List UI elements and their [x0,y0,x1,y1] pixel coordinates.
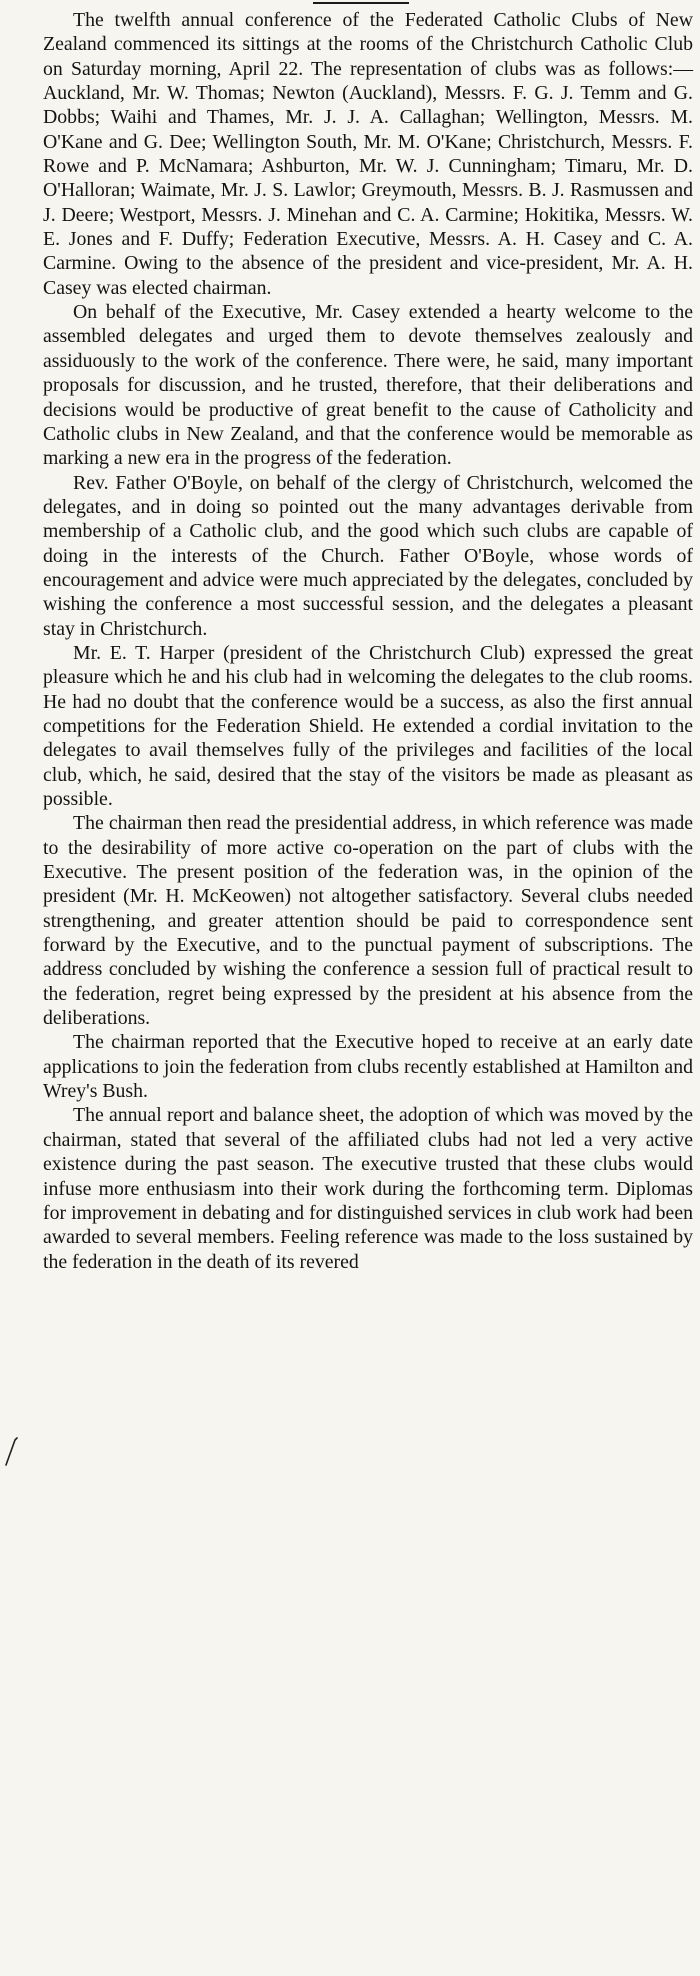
paragraph-delegates: The twelfth annual conference of the Federated Catholic Clubs of New Zealand commenced its sittings at the rooms of the Christchurch Catholic Club on Saturday morning, April 22. The representation of clubs was as follows:—Auckland, Mr. W. Thomas; Newton (Auckland), Messrs. F. G. J. Temm and G. Dobbs; Waihi and Thames, Mr. J. J. A. Callaghan; Wellington, Messrs. M. O'Kane and G. Dee; Wellington South, Mr. M. O'Kane; Christchurch, Messrs. F. Rowe and P. McNamara; Ashburton, Mr. W. J. Cunningham; Timaru, Mr. D. O'Halloran; Waimate, Mr. J. S. Lawlor; Greymouth, Messrs. B. J. Rasmussen and J. Deere; Westport, Messrs. J. Minehan and C. A. Carmine; Hokitika, Messrs. W. E. Jones and F. Duffy; Federation Executive, Messrs. A. H. Casey and C. A. Carmine. Owing to the absence of the president and vice-president, Mr. A. H. Casey was elected chairman. [43,9,693,299]
article-column [43,8,693,1274]
paragraph-presidential-address: The chairman then read the presidential address, in which reference was made to the desirability of more active co-operation on the part of clubs with the Executive. The present position of the federation was, in the opinion of the president (Mr. H. McKeowen) not altogether satisfactory. Several clubs needed strengthening, and greater attention should be paid to correspondence sent forward by the Executive, and to the punctual payment of subscriptions. The address concluded by wishing the conference a session full of practical result to the federation, regret being expressed by the president at his absence from the deliberations. [43,812,693,1030]
paragraph-annual-report: The annual report and balance sheet, the adoption of which was moved by the chairman, stated that several of the affiliated clubs had not led a very active existence during the past season. The executive trusted that these clubs would infuse more enthusiasm into their work during the forthcoming term. Diplomas for improvement in debating and for distinguished services in club work had been awarded to several members. Feeling reference was made to the loss sustained by the federation in the death of its revered [43,1104,693,1273]
paragraph-executive-welcome: On behalf of the Executive, Mr. Casey extended a hearty welcome to the assembled delegates and urged them to devote themselves zealously and assiduously to the work of the conference. There were, he said, many important proposals for discussion, and he trusted, therefore, that their deliberations and decisions would be productive of great benefit to the cause of Catholicity and Catholic clubs in New Zealand, and that the conference would be memorable as marking a new era in the progress of the federation. [43,301,693,470]
paragraph-harper: Mr. E. T. Harper (president of the Christchurch Club) expressed the great pleasure which he and his club had in welcoming the delegates to the club rooms. He had no doubt that the conference would be a success, as also the first annual competitions for the Federation Shield. He extended a cordial invitation to the delegates to avail themselves fully of the privileges and facilities of the local club, which, he said, desired that the stay of the visitors be made as pleasant as possible. [43,641,693,810]
paragraph-father-oboyle: Rev. Father O'Boyle, on behalf of the clergy of Christchurch, welcomed the delegates, and in doing so pointed out the many advantages derivable from membership of a Catholic club, and the good which such clubs are capable of doing in the interests of the Church. Father O'Boyle, whose words of encouragement and advice were much appreciated by the delegates, concluded by wishing the conference a most successful session, and the delegates a pleasant stay in Christchurch. [43,471,693,640]
header-rule [313,2,409,4]
margin-pencil-mark [3,1436,19,1466]
paragraph-new-clubs: The chairman reported that the Executive hoped to receive at an early date applications to join the federation from clubs recently established at Hamilton and Wrey's Bush. [43,1031,693,1103]
